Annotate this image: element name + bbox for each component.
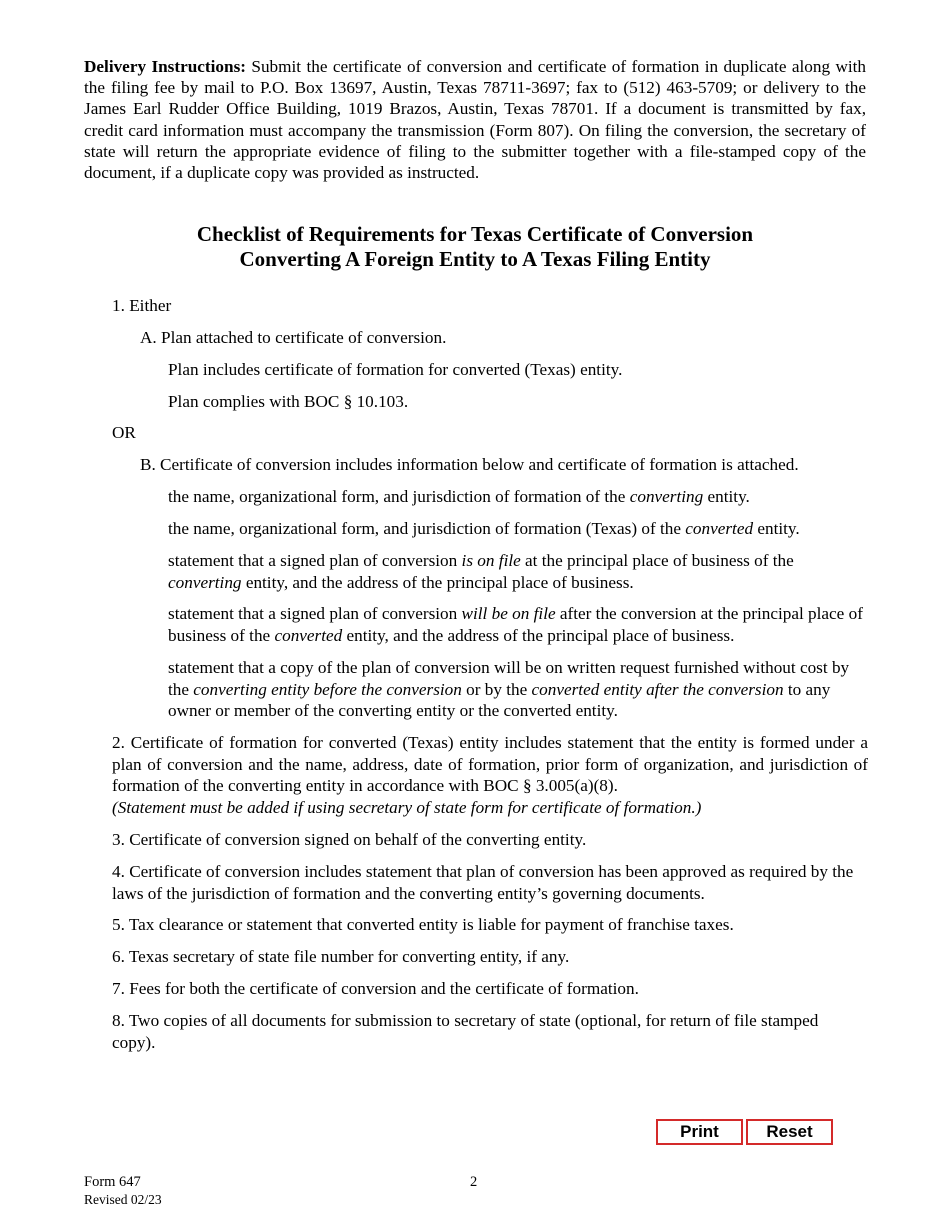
checklist-item-3: 3. Certificate of conversion signed on behalf of the converting entity.: [112, 830, 587, 849]
checklist-title: [84, 222, 866, 272]
checklist-item-8: 8. Two copies of all documents for submission to secretary of state (optional, for return of file stamped copy).: [112, 1011, 819, 1052]
checklist-item-1a-ii: Plan complies with BOC § 10.103.: [168, 392, 409, 411]
footer-form-number: Form 647: [84, 1174, 141, 1190]
checklist-item-1a-i: Plan includes certificate of formation for converted (Texas) entity.: [168, 360, 623, 379]
text-segment: or by the: [461, 679, 532, 699]
text-segment: entity.: [753, 519, 800, 538]
emphasis: converting entity before the conversion: [193, 679, 462, 699]
checklist-item-1b-iv: [168, 603, 868, 646]
checklist-item-5: 5. Tax clearance or statement that converted entity is liable for payment of franchise taxes.: [112, 915, 734, 934]
checklist-title-line1: Checklist of Requirements for Texas Certificate of Conversion: [196, 222, 754, 246]
delivery-text: Submit the certificate of conversion and certificate of formation in duplicate along with the filing fee by mail to P.O. Box 13697, Austin, Texas 78711-3697; fax to (512) 463-5709; or delivery to the James Earl Rudder Office Building, 1019 Brazos, Austin, Texas 78701. If a document is transmitted by fax, credit card information must accompany the transmission (Form 807). On filing the conversion, the secretary of state will return the appropriate evidence of filing to the submitter together with a file-stamped copy of the document, if a duplicate copy was provided as instructed.: [84, 57, 866, 183]
text-segment: statement that a copy of the plan of conversion will be on written request furnished without cost by the: [168, 658, 850, 699]
text-segment: statement that a signed plan of conversion: [168, 604, 462, 623]
emphasis: converted entity after the conversion: [531, 679, 784, 699]
checklist-item-1a: A. Plan attached to certificate of conversion.: [140, 328, 447, 347]
text-segment: the name, organizational form, and jurisdiction of formation of the: [168, 487, 630, 506]
checklist-or: OR: [112, 423, 136, 442]
delivery-label: Delivery Instructions:: [84, 57, 246, 76]
checklist-item-1b-ii: [168, 518, 868, 540]
checklist-item-1b-iii: [168, 550, 868, 593]
emphasis: is on file: [461, 551, 521, 570]
checklist-item-1b-v: [168, 657, 868, 722]
checklist-item-6: 6. Texas secretary of state file number for converting entity, if any.: [112, 947, 570, 966]
text-segment: after the conversion at the principal place of business of the: [168, 604, 863, 645]
text-segment: 2. Certificate of formation for converted (Texas) entity includes statement that the entity is formed under a plan of conversion and the name, address, date of formation, prior form of organization, and jurisdiction of formation of the converting entity in accordance with BOC § 3.005(a)(8).: [112, 733, 868, 795]
text-segment: to any owner or member of the converting entity or the converted entity.: [168, 679, 831, 720]
page-number: 2: [470, 1174, 478, 1190]
checklist-item-1b: B. Certificate of conversion includes information below and certificate of formation is attached.: [140, 455, 799, 474]
emphasis: converting: [629, 487, 704, 506]
emphasis: will be on file: [461, 604, 556, 623]
checklist-item-4: 4. Certificate of conversion includes statement that plan of conversion has been approved as required by the laws of the jurisdiction of formation and the converting entity’s governing documents.: [112, 862, 854, 903]
text-segment: statement that a signed plan of conversion: [168, 551, 462, 570]
text-segment: entity.: [703, 487, 750, 506]
text-segment: entity, and the address of the principal place of business.: [241, 572, 634, 592]
footer-revised: Revised 02/23: [84, 1192, 162, 1207]
delivery-instructions: [84, 56, 866, 183]
text-segment: at the principal place of business of the: [520, 551, 794, 570]
print-button[interactable]: Print: [656, 1119, 743, 1145]
checklist-item-2: [112, 732, 868, 818]
checklist-item-1b-i: [168, 486, 868, 508]
checklist-title-line2: Converting A Foreign Entity to A Texas Filing Entity: [239, 247, 711, 271]
checklist-item-7: 7. Fees for both the certificate of conversion and the certificate of formation.: [112, 979, 639, 998]
emphasis: converted: [685, 519, 754, 538]
checklist-item-1: 1. Either: [112, 296, 172, 315]
text-segment: the name, organizational form, and jurisdiction of formation (Texas) of the: [168, 519, 686, 538]
item-2-note: (Statement must be added if using secretary of state form for certificate of formation.): [112, 797, 702, 817]
reset-button[interactable]: Reset: [746, 1119, 833, 1145]
emphasis: converted: [274, 625, 343, 645]
emphasis: converting: [168, 572, 242, 592]
text-segment: entity, and the address of the principal place of business.: [342, 625, 735, 645]
